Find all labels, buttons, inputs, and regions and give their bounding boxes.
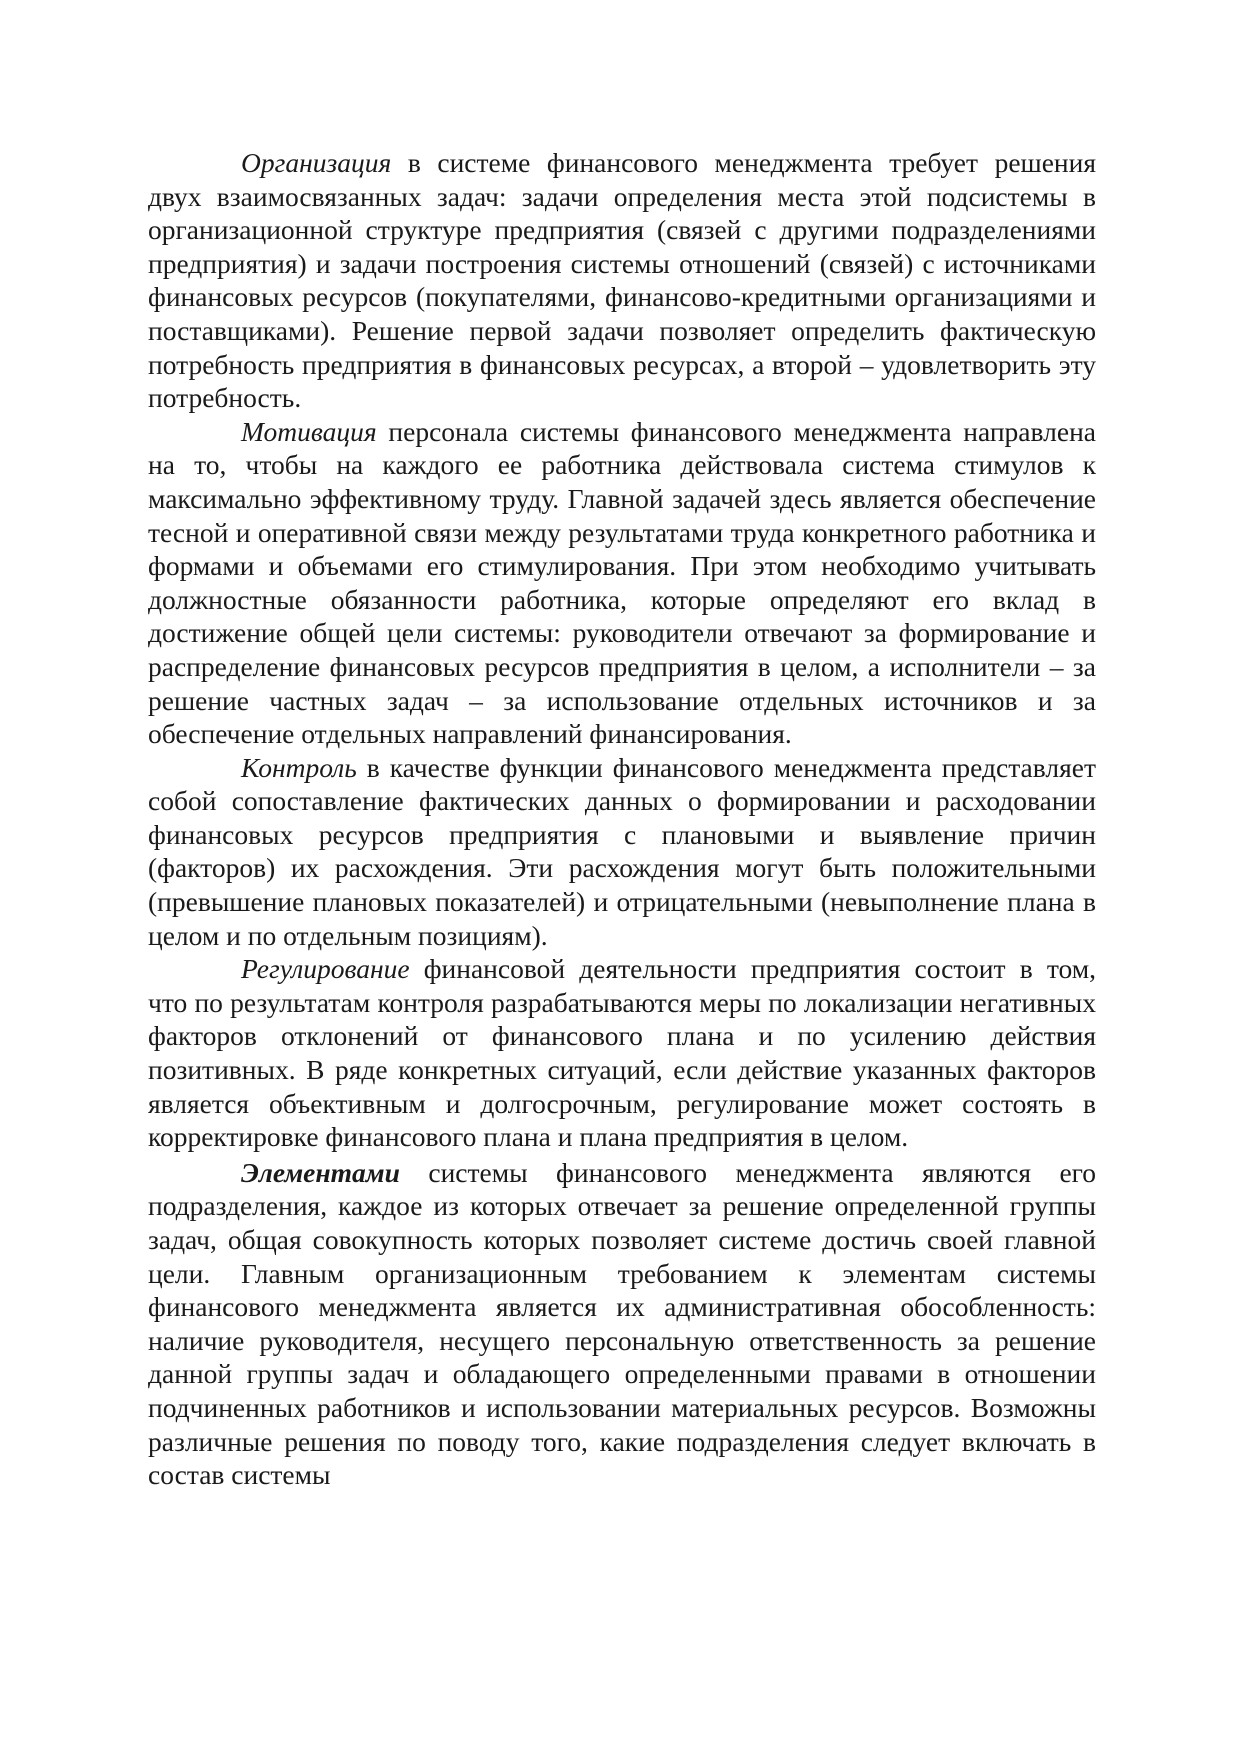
term-regulation: Регулирование — [241, 953, 410, 985]
paragraph-text: финансовой деятельности предприятия состоит в том, что по результатам контроля разрабатываются меры по локализации негативных факторов отклонений от финансового плана и по усилению действия позитивных. В ряде конкретных ситуаций, если действие указанных факторов является объективным и долгосрочным, регулирование может состоять в корректировке финансового плана и плана предприятия в целом. — [148, 953, 1096, 1153]
document-body — [148, 146, 1096, 1492]
term-motivation: Мотивация — [241, 415, 377, 447]
paragraph-control — [148, 751, 1096, 953]
term-elements: Элементами — [241, 1156, 400, 1188]
paragraph-organization — [148, 146, 1096, 415]
paragraph-text: в качестве функции финансового менеджмента представляет собой сопоставление фактических данных о формировании и расходовании финансовых ресурсов предприятия с плановыми и выявление причин (факторов) их расхождения. Эти расхождения могут быть положительными (превышение плановых показателей) и отрицательными (невыполнение плана в целом и по отдельным позициям). — [148, 751, 1096, 951]
term-control: Контроль — [241, 751, 357, 783]
paragraph-elements — [148, 1156, 1096, 1492]
paragraph-text: системы финансового менеджмента являются его подразделения, каждое из которых отвечает за решение определенной группы задач, общая совокупность которых позволяет системе достичь своей главной цели. Главным организационным требованием к элементам системы финансового менеджмента является их административная обособленность: наличие руководителя, несущего персональную ответственность за решение данной группы задач и обладающего определенными правами в отношении подчиненных работников и использовании материальных ресурсов. Возможны различные решения по поводу того, какие подразделения следует включать в состав системы — [148, 1156, 1096, 1491]
paragraph-regulation — [148, 952, 1096, 1154]
term-organization: Организация — [241, 147, 392, 178]
paragraph-text: в системе финансового менеджмента требует решения двух взаимосвязанных задач: задачи определения места этой подсистемы в организационной структуре предприятия (связей с другими подразделениями предприятия) и задачи построения системы отношений (связей) с источниками финансовых ресурсов (покупателями, финансово-кредитными организациями и поставщиками). Решение первой задачи позволяет определить фактическую потребность предприятия в финансовых ресурсах, а второй – удовлетворить эту потребность. — [148, 147, 1096, 414]
paragraph-text: персонала системы финансового менеджмента направлена на то, чтобы на каждого ее работника действовала система стимулов к максимально эффективному труду. Главной задачей здесь является обеспечение тесной и оперативной связи между результатами труда конкретного работника и формами и объемами его стимулирования. При этом необходимо учитывать должностные обязанности работника, которые определяют его вклад в достижение общей цели системы: руководители отвечают за формирование и распределение финансовых ресурсов предприятия в целом, а исполнители – за решение частных задач – за использование отдельных источников и за обеспечение отдельных направлений финансирования. — [148, 415, 1096, 750]
paragraph-motivation — [148, 415, 1096, 751]
